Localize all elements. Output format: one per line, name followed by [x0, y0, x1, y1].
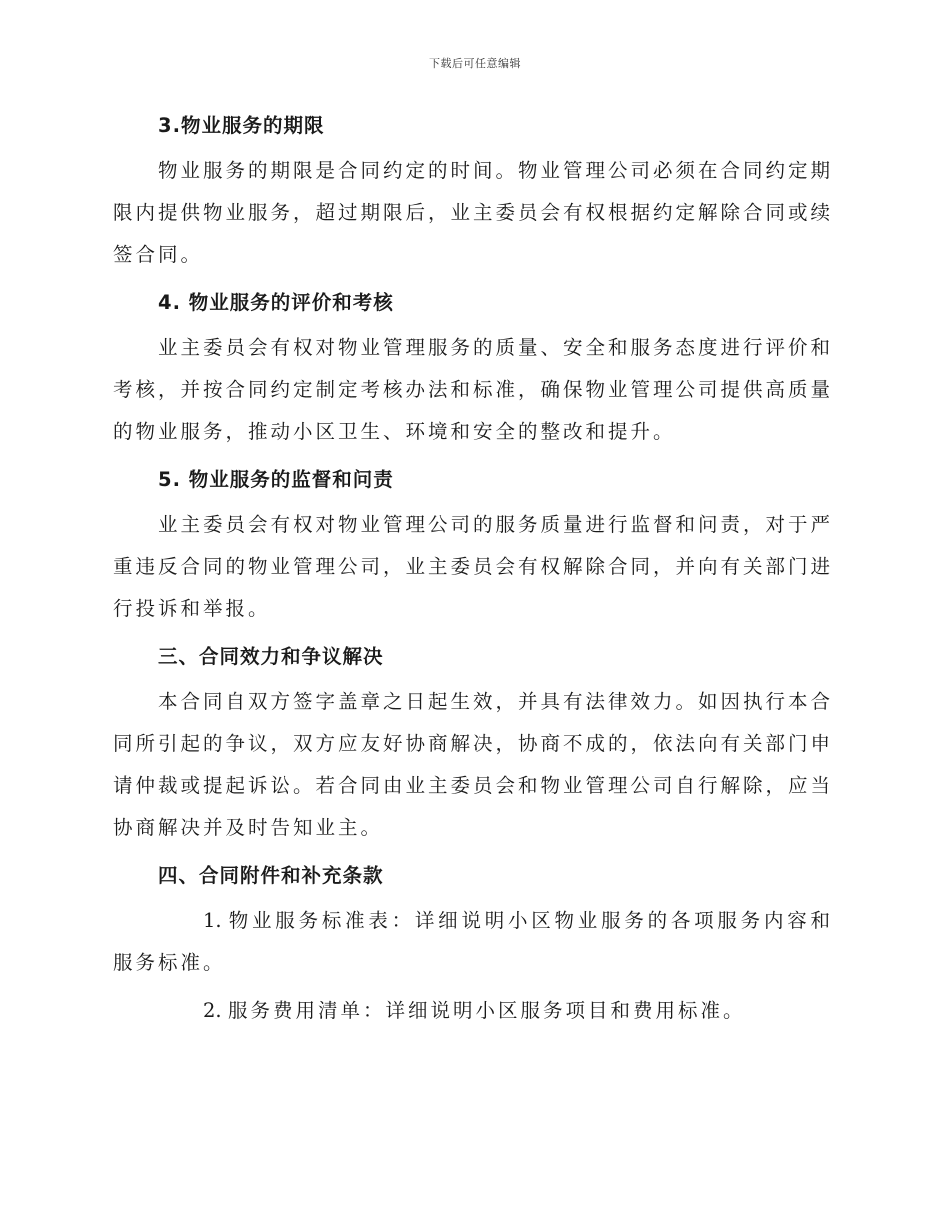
list-item-text: 物业服务标准表：详细说明小区物业服务的各项服务内容和服务标准。 [113, 909, 833, 974]
section-heading-effect-dispute: 三、合同效力和争议解决 [158, 645, 384, 668]
list-item-number: 2. [203, 999, 222, 1022]
list-item-number: 1. [203, 909, 222, 932]
page-header-note: 下载后可任意编辑 [429, 57, 521, 70]
section-heading-evaluation: 4. 物业服务的评价和考核 [158, 291, 394, 314]
paragraph-evaluation: 业主委员会有权对物业管理服务的质量、安全和服务态度进行评价和考核，并按合同约定制定考核办法和标准，确保物业管理公司提供高质量的物业服务，推动小区卫生、环境和安全的整改和提升。 [113, 336, 834, 443]
section-heading-term: 3.物业服务的期限 [158, 114, 325, 137]
paragraph-effect-dispute: 本合同自双方签字盖章之日起生效，并具有法律效力。如因执行本合同所引起的争议，双方应友好协商解决，协商不成的，依法向有关部门申请仲裁或提起诉讼。若合同由业主委员会和物业管理公司自行解除，应当协商解决并及时告知业主。 [113, 690, 834, 839]
document-body [113, 105, 833, 1038]
list-item-text: 服务费用清单：详细说明小区服务项目和费用标准。 [228, 999, 746, 1022]
list-item-attachment-1 [113, 900, 833, 984]
section-heading-supervision: 5. 物业服务的监督和问责 [158, 468, 394, 491]
paragraph-term: 物业服务的期限是合同约定的时间。物业管理公司必须在合同约定期限内提供物业服务，超过期限后，业主委员会有权根据约定解除合同或续签合同。 [113, 159, 834, 266]
paragraph-supervision: 业主委员会有权对物业管理公司的服务质量进行监督和问责，对于严重违反合同的物业管理公司，业主委员会有权解除合同，并向有关部门进行投诉和举报。 [113, 513, 834, 620]
list-item-attachment-2 [113, 990, 833, 1032]
section-heading-attachments: 四、合同附件和补充条款 [158, 864, 384, 887]
